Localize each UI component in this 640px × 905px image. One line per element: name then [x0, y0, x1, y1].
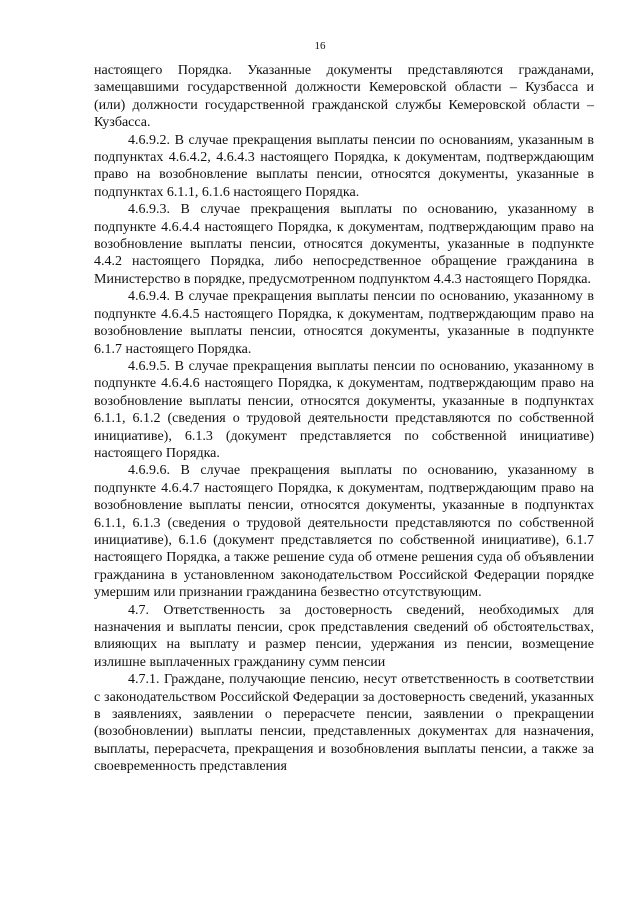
- page-number: 16: [314, 40, 326, 52]
- paragraph-4-6-9-5: 4.6.9.5. В случае прекращения выплаты пенсии по основанию, указанному в подпункте 4.6.4.6 настоящего Порядка, к документам, подтверждающим право на возобновление выплаты пенсии, относятся документы, указанные в подпунктах 6.1.1, 6.1.2 (сведения о трудовой деятельности представляются по собственной инициативе), 6.1.3 (документ представляется по собственной инициативе) настоящего Порядка.: [94, 358, 594, 461]
- section-heading-4-7: 4.7. Ответственность за достоверность сведений, необходимых для назначения и выплаты пенсии, срок представления сведений об обстоятельствах, влияющих на выплату и размер пенсии, удержания из пенсии, возмещение излишне выплаченных гражданину сумм пенсии: [94, 602, 594, 670]
- document-body: [94, 62, 594, 776]
- paragraph-continuation: настоящего Порядка. Указанные документы представляются гражданами, замещавшими государственной должности Кемеровской области – Кузбасса и (или) должности государственной гражданской службы Кемеровской области – Кузбасса.: [94, 63, 594, 131]
- paragraph-4-6-9-3: 4.6.9.3. В случае прекращения выплаты по основанию, указанному в подпункте 4.6.4.4 настоящего Порядка, к документам, подтверждающим право на возобновление выплаты пенсии, относятся документы, указанные в подпункте 4.4.2 настоящего Порядка, либо непосредственное обращение гражданина в Министерство в порядке, предусмотренном подпунктом 4.4.3 настоящего Порядка.: [94, 202, 594, 287]
- paragraph-4-7-1: 4.7.1. Граждане, получающие пенсию, несут ответственность в соответствии с законодательством Российской Федерации за достоверность сведений, указанных в заявлениях, заявлении о перерасчете пенсии, заявлении о прекращении (возобновлении) выплаты пенсии, представленных документах для назначения, выплаты, перерасчета, прекращения и возобновления выплаты пенсии, а также за своевременность представления: [94, 672, 594, 775]
- paragraph-4-6-9-6: 4.6.9.6. В случае прекращения выплаты по основанию, указанному в подпункте 4.6.4.7 настоящего Порядка, к документам, подтверждающим право на возобновление выплаты пенсии, относятся документы, указанные в подпунктах 6.1.1, 6.1.3 (сведения о трудовой деятельности представляются по собственной инициативе), 6.1.6 (документ представляется по собственной инициативе), 6.1.7 настоящего Порядка, а также решение суда об отмене решения суда об объявлении гражданина в установленном законодательством Российской Федерации порядке умершим или признании гражданина безвестно отсутствующим.: [94, 463, 594, 601]
- paragraph-4-6-9-4: 4.6.9.4. В случае прекращения выплаты пенсии по основанию, указанному в подпункте 4.6.4.5 настоящего Порядка, к документам, подтверждающим право на возобновление выплаты пенсии, относятся документы, указанные в подпункте 6.1.7 настоящего Порядка.: [94, 289, 594, 357]
- paragraph-4-6-9-2: 4.6.9.2. В случае прекращения выплаты пенсии по основаниям, указанным в подпунктах 4.6.4.2, 4.6.4.3 настоящего Порядка, к документам, подтверждающим право на возобновление выплаты пенсии, относятся документы, указанные в подпунктах 6.1.1, 6.1.6 настоящего Порядка.: [94, 132, 594, 200]
